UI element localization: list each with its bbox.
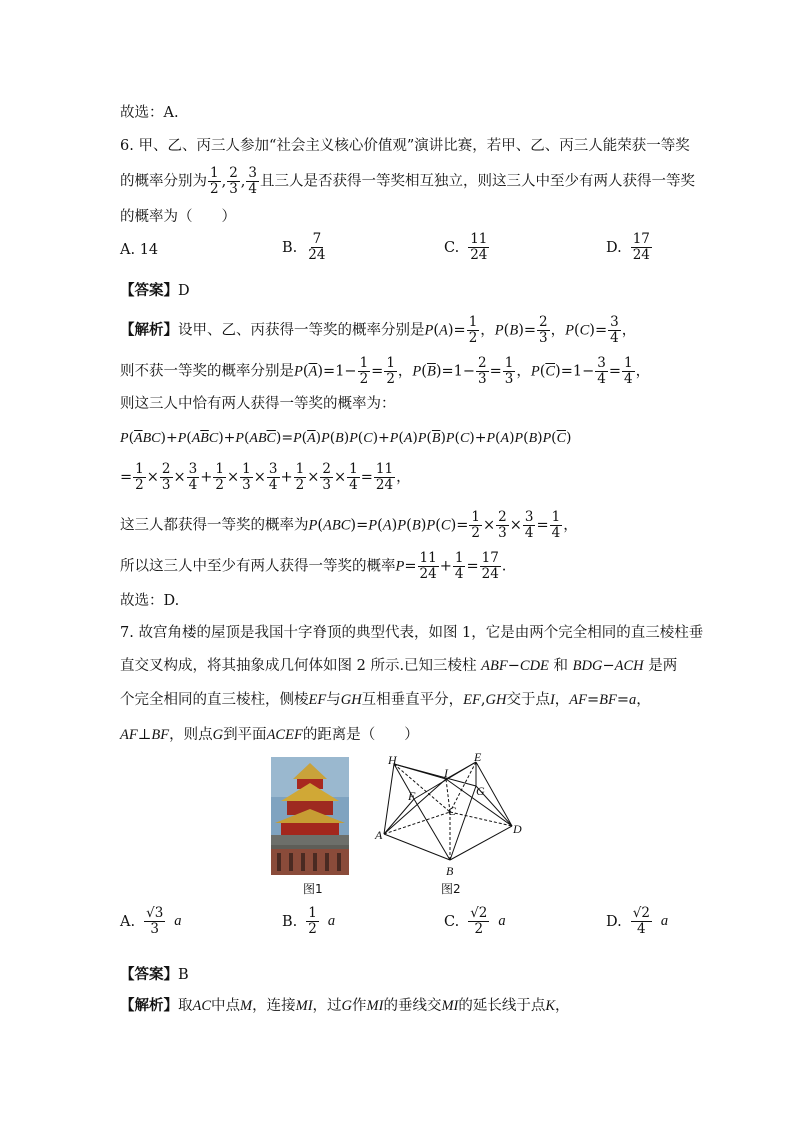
q5-conclusion: 故选：A.	[120, 105, 179, 121]
q6-analysis-line3: 则这三人中恰有两人获得一等奖的概率为：	[120, 396, 396, 412]
label-C: C	[448, 804, 457, 818]
q6-conclusion: 故选：D.	[120, 593, 180, 609]
q6-stem-line3: 的概率为（ ）	[120, 209, 236, 225]
label-A: A	[375, 828, 383, 842]
q6-answer: 【答案】D	[120, 282, 190, 299]
q6-analysis-line5: = $\frac{1}{2}$ × $\frac{2}{3}$ × $\frac{3}{4}$ + $\frac{1}{2}$ × $\frac{1}{3}$ × $\frac{3}{4}$ + $\frac{1}{2}$ × $\frac{2}{3}$ × $\frac{1}{4}$ = $\frac{11}{24}$ ，	[120, 461, 411, 493]
q6-analysis-line4: $P(\overline{A}BC)+P(A\overline{B}C)+P(AB\overline{C})=P(\overline{A})P(B)P(C)+P(A)P(\overline{B})P(C)+P(A)P(B)P(\overline{C})$	[120, 430, 572, 446]
q7-stem-line1: 7. 故宫角楼的屋顶是我国十字脊顶的典型代表，如图 1，它是由两个完全相同的直三棱柱垂	[120, 625, 704, 641]
label-I: I	[444, 766, 448, 780]
q7-stem-line4: AF⊥BF，则点G到平面ACEF的距离是（ ）	[120, 727, 419, 743]
label-D: D	[513, 822, 522, 836]
q7-analysis-line1: 【解析】取AC中点M，连接MI，过G作MI的垂线交MI的延长线于点K，	[120, 997, 570, 1014]
q7-stem-line2: 直交叉构成，将其抽象成几何体如图 2 所示.已知三棱柱 ABF−CDE 和 BDG−ACH 是两	[120, 658, 678, 674]
label-G: G	[476, 784, 485, 798]
q6-stem-line1: 6. 甲、乙、丙三人参加“社会主义核心价值观”演讲比赛，若甲、乙、丙三人能荣获一等奖	[120, 138, 690, 154]
q6-stem-line2: 的概率分别为 $\frac{1}{2}$ , $\frac{2}{3}$ , $\frac{3}{4}$ 且三人是否获得一等奖相互独立，则这三人中至少有两人获得一等奖	[120, 165, 695, 197]
q7-answer: 【答案】B	[120, 966, 189, 983]
q6-analysis-line7: 所以这三人中至少有两人获得一等奖的概率P= $\frac{11}{24}$ + $\frac{1}{4}$ = $\frac{17}{24}$ .	[120, 550, 507, 582]
label-F: F	[408, 789, 416, 803]
q7-stem-line3: 个完全相同的直三棱柱，侧棱EF与GH互相垂直平分，EF,GH交于点I，AF=BF=a，	[120, 692, 651, 708]
q7-option-c: C. $\frac{√2}{2}$ a	[444, 905, 506, 937]
figure2-caption: 图2	[441, 882, 461, 896]
label-E: E	[474, 752, 482, 764]
q6-analysis-line2: 则不获一等奖的概率分别是$P(\overline{A})=1-$ $\frac{1}{2}$ = $\frac{1}{2}$ ，$P(\overline{B})=1-$ $\frac{2}{3}$ = $\frac{1}{3}$ ，$P(\overline{C})=1-$ $\frac{3}{4}$ = $\frac{1}{4}$ ，	[120, 355, 651, 387]
q6-option-a: A. 14	[120, 242, 159, 258]
q6-option-b: B. $\frac{7}{24}$	[282, 231, 326, 263]
q6-option-d: D. $\frac{17}{24}$	[606, 231, 650, 263]
q6-analysis-line1: 【解析】设甲、乙、丙获得一等奖的概率分别是P(A)= $\frac{1}{2}$ ，P(B)= $\frac{2}{3}$ ，P(C)= $\frac{3}{4}$ ，	[120, 314, 637, 346]
label-H: H	[388, 753, 397, 767]
corner-tower-photo	[271, 757, 349, 875]
q7-option-a: A. $\frac{√3}{3}$ a	[120, 905, 182, 937]
q6-option-c: C. $\frac{11}{24}$	[444, 231, 488, 263]
q6-analysis-line6: 这三人都获得一等奖的概率为P(ABC)=P(A)P(B)P(C)= $\frac{1}{2}$ × $\frac{2}{3}$ × $\frac{3}{4}$ = $\frac{1}{4}$ ，	[120, 509, 578, 541]
geometry-figure	[372, 752, 532, 882]
q7-option-b: B. $\frac{1}{2}$ a	[282, 905, 336, 937]
label-B: B	[446, 864, 454, 878]
q7-option-d: D. $\frac{√2}{4}$ a	[606, 905, 669, 937]
figure1-caption: 图1	[303, 882, 323, 896]
